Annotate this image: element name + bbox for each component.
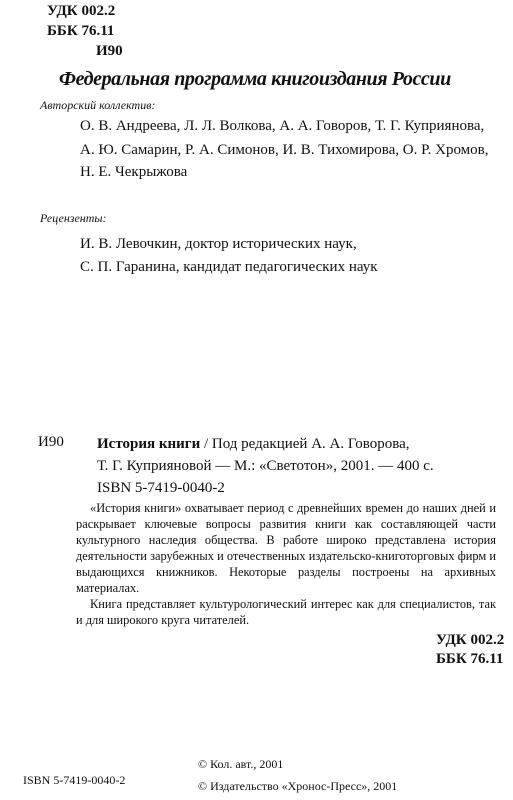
isbn-entry: ISBN 5-7419-0040-2	[97, 480, 225, 496]
authors-line-1: О. В. Андреева, Л. Л. Волкова, А. А. Говоров, Т. Г. Куприянова,	[80, 118, 485, 134]
reviewer-line-2: С. П. Гаранина, кандидат педагогических наук	[80, 259, 378, 275]
annotation-paragraph-2: Книга представляет культурологический интерес как для специалистов, так и для широкого круга читателей.	[76, 597, 496, 627]
editor-publisher-line: Т. Г. Куприяновой — М.: «Светотон», 2001. — 400 с.	[97, 458, 434, 474]
copyright-authors: © Кол. авт., 2001	[198, 757, 284, 771]
bbk-code-bottom: ББК 76.11	[436, 651, 504, 667]
reviewers-label: Рецензенты:	[40, 211, 107, 225]
authors-line-3: Н. Е. Чекрыжова	[80, 164, 188, 180]
bibliographic-title-line	[97, 436, 410, 453]
editor-line-start: / Под редакцией А. А. Говорова,	[203, 436, 410, 452]
copyright-publisher: © Издательство «Хронос-Пресс», 2001	[198, 779, 398, 793]
authors-label: Авторский коллектив:	[40, 98, 156, 112]
udk-code-top: УДК 002.2	[47, 3, 116, 19]
author-mark-top: И90	[96, 43, 123, 59]
reviewer-line-1: И. В. Левочкин, доктор исторических наук,	[80, 236, 357, 252]
book-title: История книги	[97, 436, 201, 452]
footer-isbn: ISBN 5-7419-0040-2	[23, 773, 126, 787]
annotation-paragraph-1: «История книги» охватывает период с древнейших времен до наших дней и раскрывает ключевые вопросы развития книги как составляющей части культурного наследия общества. В работе широко представлена история деятельности зарубежных и отечественных издательско-книготорговых фирм и выдающихся книжников. Некоторые разделы построены на архивных материалах.	[76, 501, 496, 595]
authors-line-2: А. Ю. Самарин, Р. А. Симонов, И. В. Тихомирова, О. Р. Хромов,	[80, 142, 489, 158]
bbk-code-top: ББК 76.11	[47, 23, 115, 39]
udk-code-bottom: УДК 002.2	[436, 632, 505, 648]
bibliographic-mark: И90	[38, 434, 64, 450]
program-title: Федеральная программа книгоиздания России	[59, 68, 451, 90]
